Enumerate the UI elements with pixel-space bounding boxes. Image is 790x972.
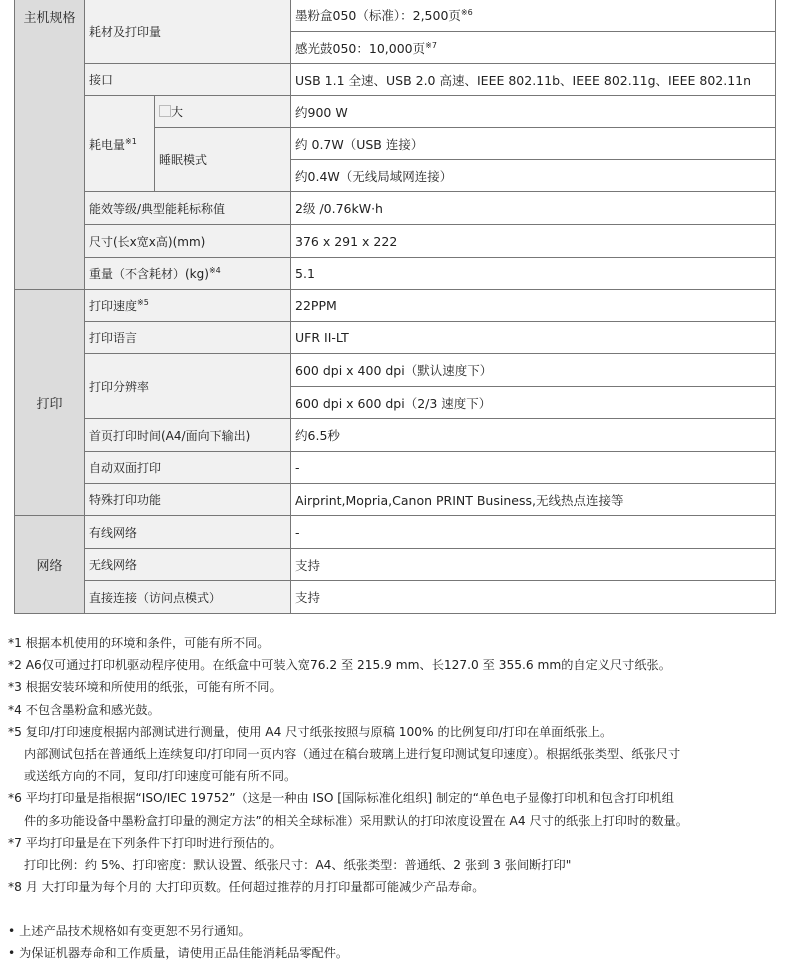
print-speed-value: 22PPM [291, 290, 776, 322]
table-row [15, 96, 776, 128]
footnote-mark: ※1 [125, 137, 137, 146]
footnote-2: *2 A6仅可通过打印机驱动程序使用。在纸盒中可装入宽76.2 至 215.9 mm、长127.0 至 355.6 mm的自定义尺寸纸张。 [8, 658, 671, 673]
power-label: 耗电量$^{※1}$ [85, 96, 155, 192]
table-row [15, 225, 776, 258]
print-language-value: UFR II-LT [291, 322, 776, 354]
footnote-6-cont: 件的多功能设备中墨粉盒打印量的测定方法”的相关全球标准）采用默认的打印浓度设置在 A4 尺寸的纸张上打印时的数量。 [24, 813, 688, 828]
footnote-8: *8 月 大打印量为每个月的 大打印页数。任何超过推荐的月打印量都可能减少产品寿命。 [8, 880, 485, 895]
disclaimer-item: • 上述产品技术规格如有变更恕不另行通知。 [8, 924, 251, 938]
table-row [15, 549, 776, 581]
table-row [15, 0, 776, 32]
wireless-network-value: 支持 [291, 549, 776, 581]
footnote-5-cont: 或送纸方向的不同，复印/打印速度可能有所不同。 [24, 769, 297, 784]
drum-value: 感光鼓050：10,000页$^{※7}$ [291, 32, 776, 64]
table-row [15, 64, 776, 96]
footnote-5-cont: 内部测试包括在普通纸上连续复印/打印同一页内容（通过在稿台玻璃上进行复印测试复印速度）。根据纸张类型、纸张尺寸 [24, 747, 681, 762]
footnote-mark: ※7 [425, 40, 437, 50]
sleep-usb-value: 约 0.7W（USB 连接） [291, 128, 776, 160]
special-features-value: Airprint,Mopria,Canon PRINT Business,无线热点连接等 [291, 484, 776, 516]
interface-value: USB 1.1 全速、USB 2.0 高速、IEEE 802.11b、IEEE 802.11g、IEEE 802.11n [291, 64, 776, 96]
missing-glyph-icon [159, 105, 171, 117]
consumables-label: 耗材及打印量 [85, 0, 291, 64]
footnote-3: *3 根据安装环境和所使用的纸张，可能有所不同。 [8, 680, 282, 695]
duplex-value: - [291, 452, 776, 484]
special-features-label: 特殊打印功能 [85, 484, 291, 516]
duplex-label: 自动双面打印 [85, 452, 291, 484]
table-row [15, 581, 776, 614]
wireless-network-label: 无线网络 [85, 549, 291, 581]
footnotes [8, 632, 788, 898]
table-row [15, 419, 776, 452]
energy-label: 能效等级/典型能耗标称值 [85, 192, 291, 225]
size-label: 尺寸(长x宽x高)(mm) [85, 225, 291, 258]
weight-label: 重量（不含耗材）(kg)$^{※4}$ [85, 258, 291, 290]
direct-connect-label: 直接连接（访问点模式） [85, 581, 291, 614]
table-row [15, 290, 776, 322]
power-max-value: 约900 W [291, 96, 776, 128]
energy-value: 2级 /0.76kW·h [291, 192, 776, 225]
table-row [15, 452, 776, 484]
resolution-value-slow: 600 dpi x 600 dpi（2/3 速度下） [291, 387, 776, 419]
category-network: 网络 [15, 516, 85, 614]
direct-connect-value: 支持 [291, 581, 776, 614]
resolution-value-default: 600 dpi x 400 dpi（默认速度下） [291, 354, 776, 387]
footnote-4: *4 不包含墨粉盒和感光鼓。 [8, 702, 160, 717]
first-print-label: 首页打印时间(A4/面向下输出) [85, 419, 291, 452]
footnote-mark: ※4 [208, 266, 221, 275]
power-max-label: 大 [155, 96, 291, 128]
first-print-value: 约6.5秒 [291, 419, 776, 452]
print-language-label: 打印语言 [85, 322, 291, 354]
footnote-6: *6 平均打印量是指根据“ISO/IEC 19752”（这是一种由 ISO [国际标准化组织] 制定的“单色电子显像打印机和包含打印机组 [8, 791, 674, 806]
category-print: 打印 [15, 290, 85, 516]
table-row [15, 258, 776, 290]
footnote-1: *1 根据本机使用的环境和条件，可能有所不同。 [8, 636, 270, 650]
footnote-7: *7 平均打印量是在下列条件下打印时进行预估的。 [8, 835, 282, 850]
table-row [15, 516, 776, 549]
size-value: 376 x 291 x 222 [291, 225, 776, 258]
interface-label: 接口 [85, 64, 291, 96]
footnote-7-cont: 打印比例：约 5%、打印密度：默认设置、纸张尺寸：A4、纸张类型：普通纸、2 张到 3 张间断打印" [24, 858, 572, 873]
footnote-mark: ※6 [460, 7, 473, 17]
sleep-mode-label: 睡眠模式 [155, 128, 291, 192]
spec-table [14, 0, 776, 614]
category-main-spec: 主机规格 [15, 0, 85, 290]
print-speed-label: 打印速度$^{※5}$ [85, 290, 291, 322]
sleep-wlan-value: 约0.4W（无线局域网连接） [291, 160, 776, 192]
resolution-label: 打印分辨率 [85, 354, 291, 419]
table-row [15, 484, 776, 516]
footnote-mark: ※5 [137, 298, 149, 307]
disclaimer-item: • 为保证机器寿命和工作质量，请使用正品佳能消耗品零配件。 [8, 946, 349, 960]
footnote-5: *5 复印/打印速度根据内部测试进行测量，使用 A4 尺寸纸张按照与原稿 100% 的比例复印/打印在单面纸张上。 [8, 724, 613, 739]
wired-network-label: 有线网络 [85, 516, 291, 549]
table-row [15, 354, 776, 387]
table-row [15, 322, 776, 354]
disclaimer-list [8, 920, 788, 964]
toner-value: 墨粉盒050（标准）：2,500页$^{※6}$ [291, 0, 776, 32]
wired-network-value: - [291, 516, 776, 549]
weight-value: 5.1 [291, 258, 776, 290]
table-row [15, 192, 776, 225]
